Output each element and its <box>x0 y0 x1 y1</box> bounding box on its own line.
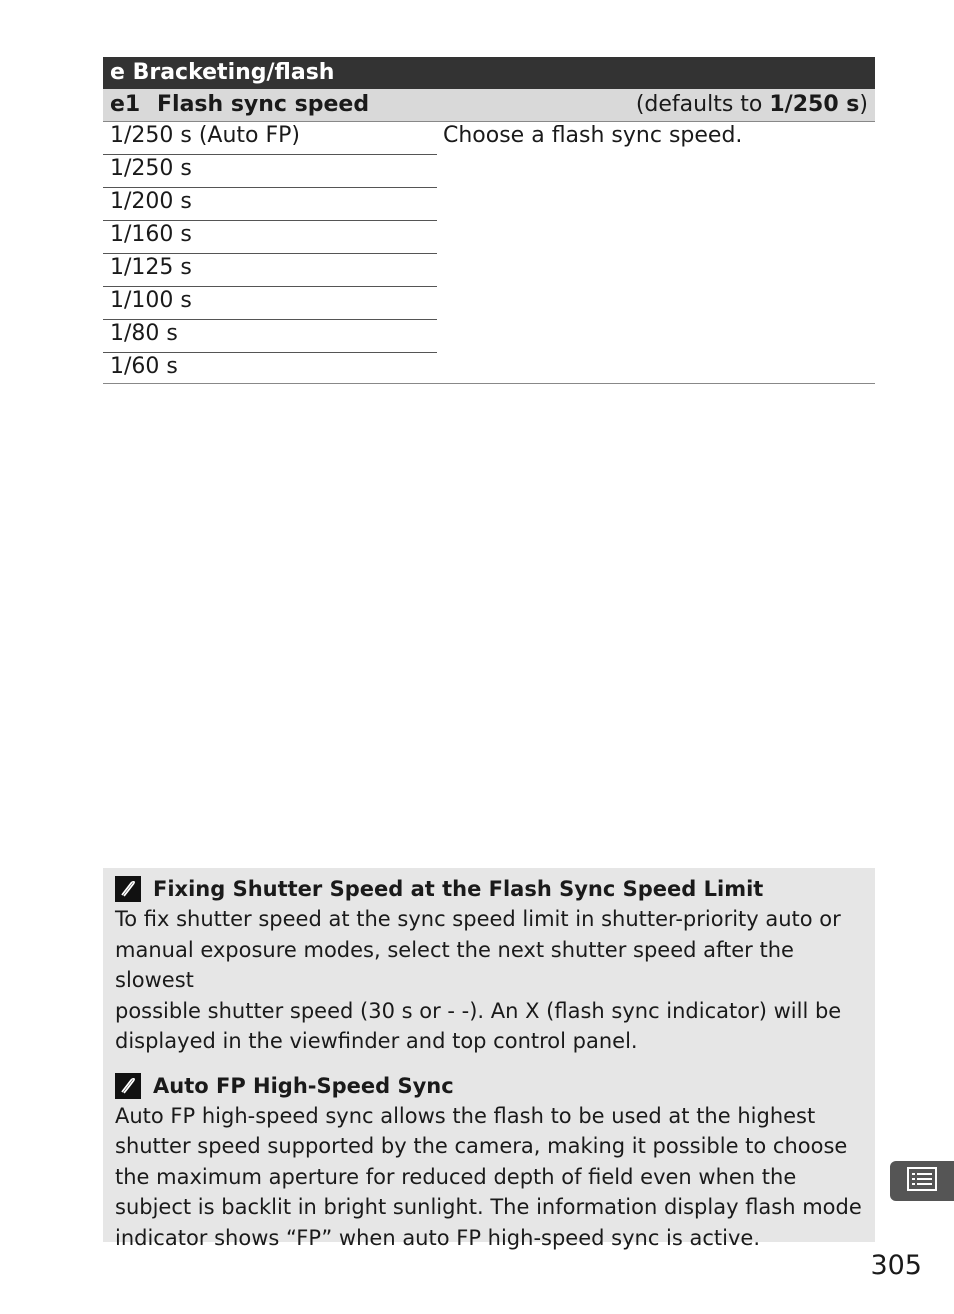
page-number: 305 <box>870 1250 922 1281</box>
option-row: 1/80 s <box>103 320 437 353</box>
pencil-note-icon <box>115 876 141 902</box>
option-description: Choose a flash sync speed. <box>443 123 743 148</box>
section-title: e Bracketing/flash <box>110 60 335 85</box>
note-fixing-shutter-speed <box>115 874 865 1057</box>
defaults-prefix: (defaults to <box>635 92 770 117</box>
item-defaults <box>636 89 868 120</box>
note-title-text: Auto FP High-Speed Sync <box>153 1073 454 1098</box>
note-title <box>115 1071 865 1101</box>
option-row: 1/160 s <box>103 221 437 254</box>
note-auto-fp <box>115 1071 865 1254</box>
option-row: 1/250 s <box>103 155 437 188</box>
option-row: 1/100 s <box>103 287 437 320</box>
item-name: Flash sync speed <box>157 92 370 117</box>
item-header <box>103 89 875 122</box>
note-title-text: Fixing Shutter Speed at the Flash Sync Speed Limit <box>153 877 764 901</box>
option-row: 1/60 s <box>110 354 178 379</box>
table-bottom-rule <box>103 383 875 384</box>
option-row: 1/250 s (Auto FP) <box>103 122 437 155</box>
item-code: e1 <box>110 92 141 117</box>
pencil-note-icon <box>115 1073 141 1099</box>
note-body: To fix shutter speed at the sync speed limit in shutter-priority auto or manual exposure modes, select the next shutter speed after the slowest possible shutter speed (30 s or - -). An X (flash sync indicator) will be displayed in the viewfinder and top control panel. <box>115 907 842 1053</box>
option-row: 1/200 s <box>103 188 437 221</box>
defaults-value: 1/250 s <box>769 92 860 117</box>
option-row: 1/125 s <box>103 254 437 287</box>
options-list <box>103 122 437 385</box>
note-body: Auto FP high-speed sync allows the flash to be used at the highest shutter speed supported by the camera, making it possible to choose the maximum aperture for reduced depth of field even when the subject is backlit in bright sunlight. The information display flash mode indicator shows “FP” when auto FP high-speed sync is active. <box>115 1103 862 1250</box>
menu-guide-tab[interactable] <box>890 1161 954 1201</box>
notes-box <box>103 868 875 1250</box>
section-header <box>103 57 875 89</box>
note-title <box>115 874 865 904</box>
defaults-suffix: ) <box>859 92 868 117</box>
menu-list-icon <box>907 1167 937 1195</box>
